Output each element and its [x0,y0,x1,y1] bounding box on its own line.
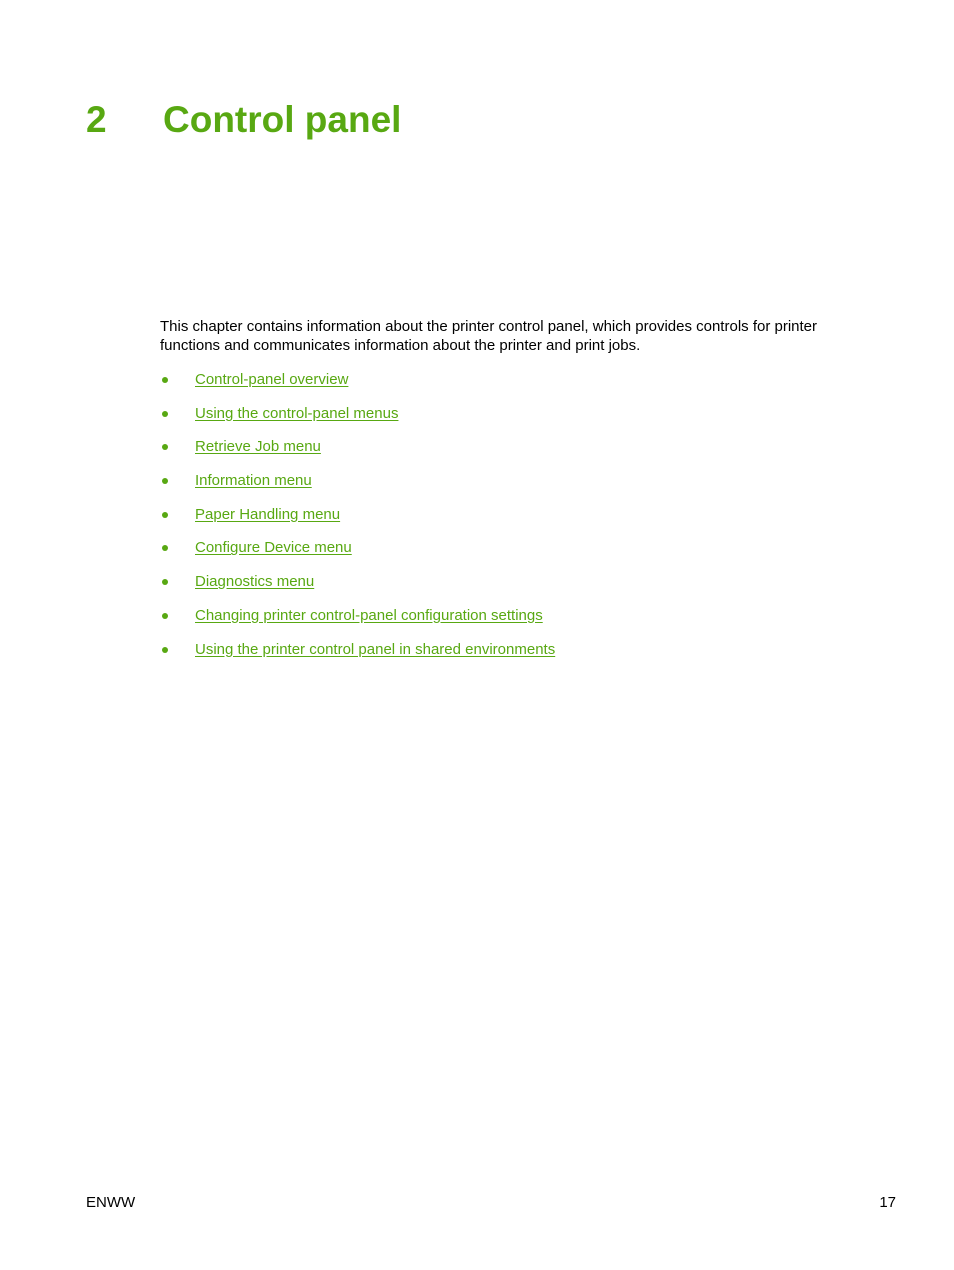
chapter-contents-list [160,369,555,672]
link-configure-device-menu[interactable]: Configure Device menu [195,539,352,557]
bullet-icon [162,411,168,417]
footer-label: ENWW [86,1194,136,1211]
bullet-icon [162,444,168,450]
link-information-menu[interactable]: Information menu [195,472,312,490]
bullet-icon [162,613,168,619]
list-item [160,605,555,639]
link-shared-environments[interactable]: Using the printer control panel in shared environments [195,640,556,658]
list-item [160,571,555,605]
bullet-icon [162,647,168,653]
chapter-title: Control panel [163,99,402,140]
bullet-icon [162,545,168,551]
link-diagnostics-menu[interactable]: Diagnostics menu [195,573,315,591]
bullet-icon [162,512,168,518]
list-item [160,639,555,673]
chapter-number: 2 [86,99,107,140]
chapter-heading [86,96,401,144]
link-control-panel-overview[interactable]: Control-panel overview [195,371,349,388]
page-number: 17 [879,1194,896,1211]
bullet-icon [162,478,168,484]
link-changing-configuration-settings[interactable]: Changing printer control-panel configuration settings [195,606,543,624]
bullet-icon [162,579,168,585]
list-item [160,403,555,437]
list-item [160,504,555,538]
list-item [160,369,555,403]
link-retrieve-job-menu[interactable]: Retrieve Job menu [195,438,321,456]
list-item [160,537,555,571]
intro-paragraph: This chapter contains information about the printer control panel, which provides controls for printer functions and communicates information about the printer and print jobs. [160,318,818,354]
link-using-control-panel-menus[interactable]: Using the control-panel menus [195,404,399,422]
list-item [160,436,555,470]
list-item [160,470,555,504]
bullet-icon [162,377,168,383]
link-paper-handling-menu[interactable]: Paper Handling menu [195,505,341,523]
